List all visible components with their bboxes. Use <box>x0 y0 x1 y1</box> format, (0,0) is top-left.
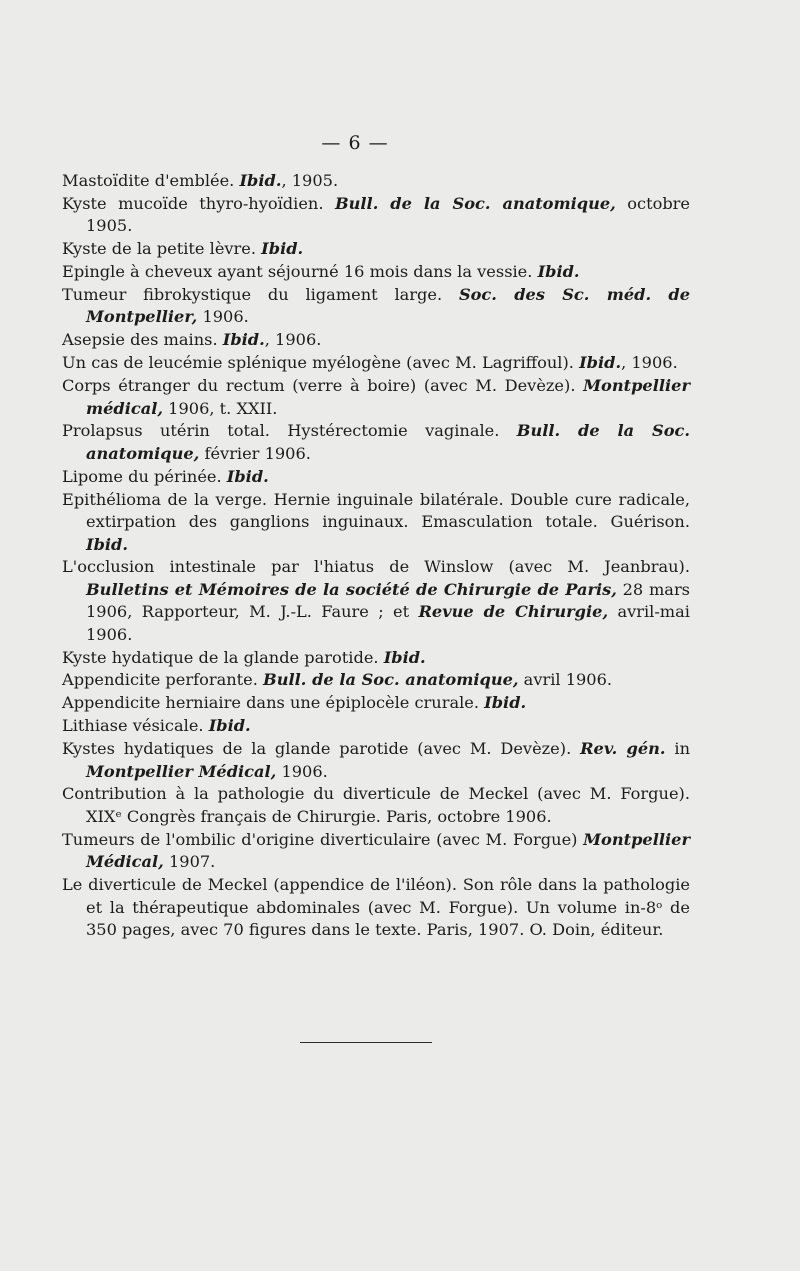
publication-entry <box>62 556 690 646</box>
entry-source-italic: Bulletins et Mémoires de la société de Chirurgie de Paris, <box>86 579 617 599</box>
entry-text: L'occlusion intestinale par l'hiatus de Winslow (avec M. Jeanbrau). <box>62 557 690 577</box>
entry-source-italic: Bull. de la Soc. anatomique, <box>334 193 616 213</box>
entry-text: Un cas de leucémie splénique myélogène (avec M. Lagriffoul). <box>62 353 580 373</box>
entry-text: in <box>665 739 691 759</box>
entry-text: Lipome du périnée. <box>62 466 227 486</box>
entry-source-italic: Bull. de la Soc. anatomique, <box>86 421 690 463</box>
publication-entry <box>62 874 690 941</box>
entry-source-italic: Ibid. <box>222 330 265 350</box>
publication-entry <box>62 692 690 714</box>
entry-text: Le diverticule de Meckel (appendice de l'iléon). Son rôle dans la pathologie et la thérapeutique abdominales (avec M. Forgue). Un volume in-8ᵒ de 350 pages, avec 70 figures dans le texte. Paris, 1907. O. Doin, éditeur. <box>62 875 690 939</box>
entry-source-italic: Montpellier médical, <box>86 376 690 418</box>
entry-source-italic: Montpellier Médical, <box>86 761 277 781</box>
entry-source-italic: Ibid. <box>579 353 622 373</box>
publication-list <box>62 170 690 942</box>
entry-source-italic: Ibid. <box>86 534 128 554</box>
publication-entry <box>62 352 690 374</box>
publication-entry <box>62 783 690 828</box>
section-divider-rule <box>300 1042 432 1043</box>
publication-entry <box>62 375 690 420</box>
entry-source-italic: Revue de Chirurgie, <box>418 602 609 622</box>
entry-text: , 1906. <box>621 353 678 373</box>
entry-text: Mastoïdite d'emblée. <box>62 171 240 190</box>
entry-source-italic: Ibid. <box>261 239 304 259</box>
publication-entry <box>62 489 690 556</box>
entry-source-italic: Ibid. <box>208 716 251 736</box>
publication-entry <box>62 738 690 783</box>
entry-source-italic: Ibid. <box>537 262 580 282</box>
publication-entry <box>62 647 690 669</box>
entry-text: 1907. <box>163 852 216 872</box>
publication-entry <box>62 170 690 192</box>
entry-text: Corps étranger du rectum (verre à boire) (avec M. Devèze). <box>62 376 584 396</box>
entry-text: 1906. <box>197 307 249 327</box>
publication-entry <box>62 284 690 329</box>
entry-source-italic: Ibid. <box>226 466 269 486</box>
entry-text: Kyste de la petite lèvre. <box>62 239 262 259</box>
entry-source-italic: Ibid. <box>383 647 426 667</box>
publication-entry <box>62 261 690 283</box>
entry-text: Kystes hydatiques de la glande parotide (avec M. Devèze). <box>62 739 581 759</box>
entry-source-italic: Bull. de la Soc. anatomique, <box>263 670 519 690</box>
entry-text: Asepsie des mains. <box>62 330 223 350</box>
entry-text: Epingle à cheveux ayant séjourné 16 mois dans la vessie. <box>62 262 538 282</box>
entry-text: avril-mai 1906. <box>86 602 690 644</box>
publication-entry <box>62 715 690 737</box>
entry-text: février 1906. <box>199 443 311 463</box>
publication-entry <box>62 329 690 351</box>
publication-entry <box>62 420 690 465</box>
entry-text: Kyste hydatique de la glande parotide. <box>62 647 384 667</box>
entry-text: Prolapsus utérin total. Hystérectomie vaginale. <box>62 421 517 441</box>
publication-entry <box>62 669 690 691</box>
entry-text: , 1905. <box>281 171 339 190</box>
entry-source-italic: Soc. des Sc. méd. de Montpellier, <box>86 285 690 327</box>
entry-text: , 1906. <box>264 330 322 350</box>
entry-source-italic: Montpellier Médical, <box>86 829 690 872</box>
entry-text: Kyste mucoïde thyro-hyoïdien. <box>62 193 335 213</box>
entry-text: Tumeur fibrokystique du ligament large. <box>62 285 459 305</box>
publication-entry <box>62 466 690 488</box>
publication-entry <box>62 193 690 238</box>
entry-text: avril 1906. <box>518 670 613 690</box>
entry-source-italic: Ibid. <box>239 171 282 190</box>
entry-text: Appendicite herniaire dans une épiplocèle crurale. <box>62 693 485 713</box>
page-number: — 6 — <box>321 132 389 154</box>
entry-text: Lithiase vésicale. <box>62 716 209 736</box>
entry-source-italic: Ibid. <box>484 693 527 713</box>
entry-text: Tumeurs de l'ombilic d'origine diverticulaire (avec M. Forgue) <box>62 829 584 849</box>
entry-source-italic: Rev. gén. <box>580 739 666 759</box>
entry-text: 1906, t. XXII. <box>163 398 278 418</box>
publication-entry <box>62 238 690 260</box>
entry-text: Contribution à la pathologie du diverticule de Meckel (avec M. Forgue). XIXᵉ Congrès français de Chirurgie. Paris, octobre 1906. <box>62 784 690 826</box>
publication-entry <box>62 829 690 874</box>
entry-text: Epithélioma de la verge. Hernie inguinale bilatérale. Double cure radicale, extirpation des ganglions inguinaux. Emasculation totale. Guérison. <box>62 489 690 532</box>
entry-text: 28 mars 1906, Rapporteur, M. J.-L. Faure ; et <box>86 579 690 622</box>
entry-text: octobre 1905. <box>86 193 691 236</box>
entry-text: Appendicite perforante. <box>62 670 264 690</box>
entry-text: 1906. <box>276 761 328 781</box>
